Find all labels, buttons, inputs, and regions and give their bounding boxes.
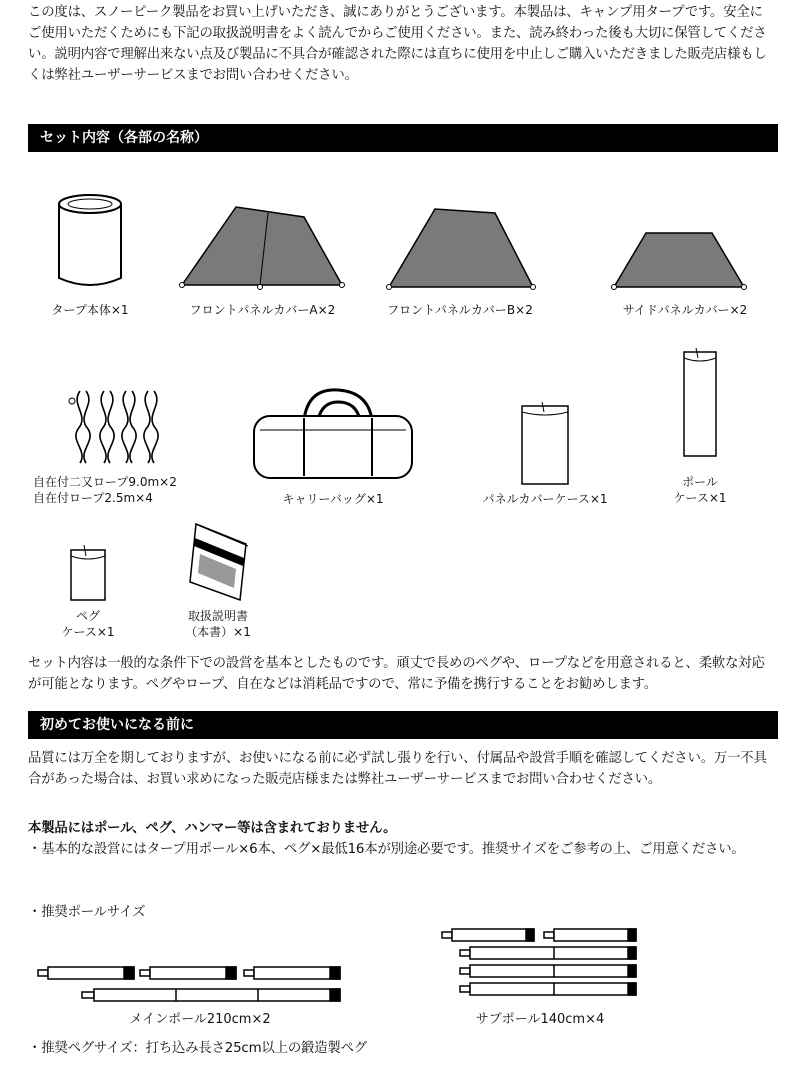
label-pole-case-2: ケース×1: [673, 491, 727, 505]
label-panel-case: パネルカバーケース×1: [482, 492, 608, 506]
manual-illustration: [186, 522, 252, 602]
label-peg-case-1: ペグ: [75, 609, 100, 623]
label-manual-2: （本書）×1: [185, 625, 251, 639]
main-pole-illustration: [36, 964, 346, 1004]
label-carry-bag: キャリーバッグ×1: [282, 492, 384, 506]
bullet-required-items: ・基本的な設営にはタープ用ポール×6本、ペグ×最低16本が別途必要です。推奨サイズをご参考の上、ご用意ください。: [28, 842, 745, 857]
label-pole-case-1: ポール: [682, 475, 718, 489]
intro-text: この度は、スノーピーク製品をお買い上げいただき、誠にありがとうございます。本製品は、キャンプ用タープです。安全にご使用いただくためにも下記の取扱説明書をよく読んでからご使用ください。また、読み終わった後も大切に保管してください。説明内容で理解出来ない点及び製品に不具合が確認された際には直ちに使用を中止しご購入いただきました販売店様もしくは弊社ユーザーサービスまでお問い合わせください。: [28, 5, 767, 83]
label-side-panel: サイドパネルカバー×2: [622, 303, 748, 317]
label-rope-1: 自在付二又ロープ9.0m×2: [33, 475, 177, 489]
label-front-panel-b: フロントパネルカバーB×2: [387, 303, 533, 317]
label-peg-case-2: ケース×1: [61, 625, 115, 639]
label-manual-1: 取扱説明書: [187, 609, 248, 623]
pole-case-illustration: [680, 346, 720, 458]
pole-size-heading: ・推奨ポールサイズ: [28, 905, 146, 920]
section-header-before-use: 初めてお使いになる前に: [28, 711, 778, 739]
tarp-body-illustration: [55, 192, 125, 290]
panel-case-illustration: [520, 402, 570, 486]
label-main-pole: メインポール210cm×2: [129, 1012, 271, 1027]
label-sub-pole: サブポール140cm×4: [475, 1012, 605, 1027]
carry-bag-illustration: [248, 386, 418, 482]
not-included-notice: 本製品にはポール、ペグ、ハンマー等は含まれておりません。: [28, 821, 397, 836]
ropes-illustration: [66, 385, 166, 467]
front-panel-b-illustration: [385, 205, 537, 291]
before-use-body: 品質には万全を期しておりますが、お使いになる前に必ず試し張りを行い、付属品や設営手順を確認してください。万一不具合があった場合は、お買い求めになった販売店様または弊社ユーザーサービスまでお問い合わせください。: [28, 751, 767, 787]
side-panel-illustration: [610, 229, 750, 291]
set-contents-note: セット内容は一般的な条件下での設営を基本としたものです。頑丈で長めのペグや、ロープなどを用意されると、柔軟な対応が可能となります。ペグやロープ、自在などは消耗品ですので、常に予備を携行することをお勧めします。: [28, 656, 765, 692]
label-tarp-body: タープ本体×1: [51, 303, 129, 317]
section-header-set-contents: セット内容（各部の名称）: [28, 124, 778, 152]
peg-size-recommendation: ・推奨ペグサイズ：打ち込み長さ25cm以上の鍛造製ペグ: [28, 1041, 367, 1056]
peg-case-illustration: [68, 544, 108, 602]
label-front-panel-a: フロントパネルカバーA×2: [189, 303, 336, 317]
front-panel-a-illustration: [178, 203, 348, 291]
sub-pole-illustration: [440, 926, 640, 1004]
label-rope-2: 自在付ロープ2.5m×4: [33, 491, 153, 505]
